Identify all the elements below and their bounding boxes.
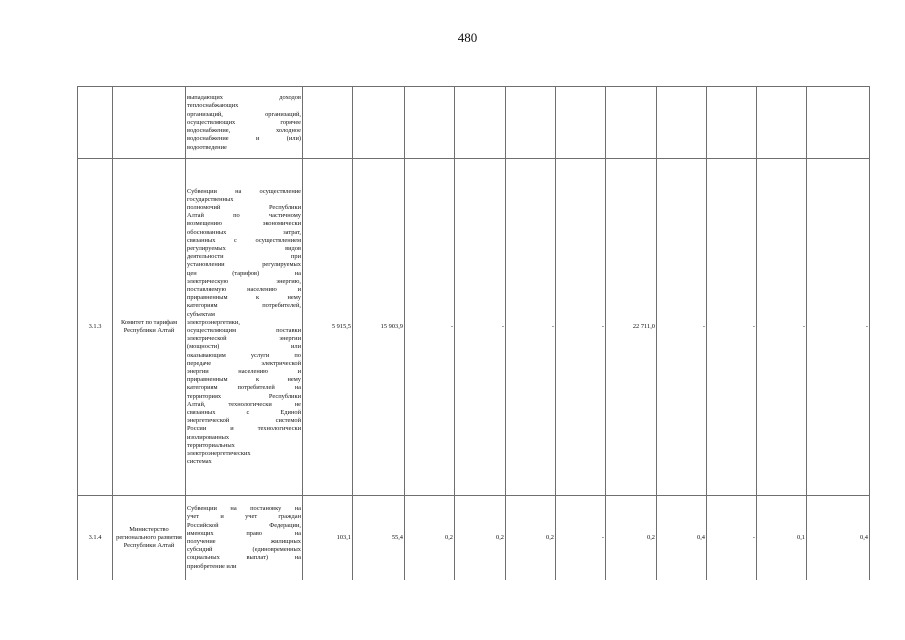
description-cell	[186, 496, 303, 581]
value-cell: 22 711,0	[606, 159, 657, 496]
description-line: территориях Республики	[187, 392, 301, 400]
description-line: обоснованных затрат,	[187, 228, 301, 236]
value-cell: -	[556, 159, 606, 496]
executor-cell: Министерство регионального развития Республики Алтай	[113, 496, 186, 581]
table-row	[78, 87, 870, 159]
value-cell: 0,2	[405, 496, 455, 581]
description-cell	[186, 159, 303, 496]
description-line: территориальных	[187, 441, 235, 449]
value-cell: 0,2	[606, 496, 657, 581]
value-cell: -	[405, 159, 455, 496]
value-cell: 55,4	[353, 496, 405, 581]
description-line: приравненным к нему	[187, 294, 301, 302]
description-line: полномочий Республики	[187, 203, 301, 211]
description-line: (мощности) или	[187, 343, 301, 351]
description-line: оказывающим услуги по	[187, 351, 301, 359]
value-cell: -	[506, 159, 556, 496]
description-line: водоотведение	[187, 143, 227, 151]
value-cell	[556, 87, 606, 159]
value-cell	[455, 87, 506, 159]
value-cell: 0,1	[757, 496, 807, 581]
description-line: государственных	[187, 195, 234, 203]
description-line: получение жилищных	[187, 538, 301, 545]
value-cell	[405, 87, 455, 159]
description-line: Субвенции на постановку на	[187, 505, 301, 513]
description-line: имеющих право на	[187, 529, 301, 537]
row-number	[78, 87, 113, 159]
value-cell: -	[757, 159, 807, 496]
description-line: установлении регулируемых	[187, 261, 301, 269]
description-line: приравненным к нему	[187, 376, 301, 384]
value-cell: 0,4	[807, 496, 870, 581]
value-cell	[707, 87, 757, 159]
description-line: теплоснабжающих	[187, 102, 239, 110]
description-line: энергии населению и	[187, 368, 301, 376]
description-line: электроэнергетики,	[187, 318, 240, 326]
description-line: связанных с осуществлением	[187, 236, 301, 244]
value-cell: -	[455, 159, 506, 496]
value-cell	[303, 87, 353, 159]
description-line: деятельности при	[187, 253, 301, 261]
page-number: 480	[457, 30, 478, 45]
value-cell	[506, 87, 556, 159]
description-line: категориям потребителей на	[187, 384, 301, 392]
value-cell: -	[807, 159, 870, 496]
value-cell: -	[657, 159, 707, 496]
description-line: изолированных	[187, 433, 230, 441]
value-cell: 0,2	[455, 496, 506, 581]
table-row	[78, 496, 870, 581]
description-line: возмещению экономически	[187, 220, 301, 228]
description-line: цен (тарифов) на	[187, 269, 301, 277]
description-line: Субвенции на осуществление	[187, 187, 301, 195]
description-line: поставляемую населению и	[187, 285, 301, 293]
description-line: учет и учет граждан	[187, 513, 301, 521]
value-cell: -	[707, 159, 757, 496]
value-cell	[657, 87, 707, 159]
row-number: 3.1.4	[78, 496, 113, 581]
description-line: Алтай по частичному	[187, 212, 301, 220]
description-line: Российской Федерации,	[187, 521, 301, 529]
value-cell: 103,1	[303, 496, 353, 581]
description-cell	[186, 87, 303, 159]
value-cell: -	[556, 496, 606, 581]
executor-cell	[113, 87, 186, 159]
value-cell	[606, 87, 657, 159]
value-cell: 0,2	[506, 496, 556, 581]
description-line: организаций, организаций,	[187, 110, 301, 118]
description-line: водоснабжение, холодное	[187, 127, 301, 135]
value-cell: 0,4	[657, 496, 707, 581]
description-line: приобретение или	[187, 562, 237, 570]
description-line: категориям потребителей,	[187, 302, 301, 310]
value-cell	[757, 87, 807, 159]
description-line: выпадающих доходов	[187, 94, 301, 102]
value-cell: 15 903,9	[353, 159, 405, 496]
description-line: России и технологически	[187, 425, 301, 433]
description-line: Алтай, технологически не	[187, 400, 301, 408]
description-line: осуществляющих горячее	[187, 118, 301, 126]
budget-table	[77, 86, 870, 580]
description-line: электроэнергетических	[187, 450, 251, 458]
table-body	[78, 87, 870, 581]
description-line: системах	[187, 458, 212, 466]
row-number: 3.1.3	[78, 159, 113, 496]
description-line: водоснабжение и (или)	[187, 135, 301, 143]
description-line: субсидий (единовременных	[187, 546, 301, 554]
value-cell	[353, 87, 405, 159]
value-cell	[807, 87, 870, 159]
description-line: связанных с Единой	[187, 409, 301, 417]
value-cell: 5 915,5	[303, 159, 353, 496]
description-line: электрической энергии	[187, 335, 301, 343]
description-line: социальных выплат) на	[187, 554, 301, 562]
description-line: субъектам	[187, 310, 215, 318]
description-line: осуществляющим поставки	[187, 327, 301, 334]
description-line: энергетической системой	[187, 417, 301, 425]
description-line: регулируемых видов	[187, 244, 301, 252]
value-cell: -	[707, 496, 757, 581]
description-line: передаче электрической	[187, 359, 301, 367]
description-line: электрическую энергию,	[187, 277, 301, 285]
executor-cell: Комитет по тарифам Республики Алтай	[113, 159, 186, 496]
table-row	[78, 159, 870, 496]
